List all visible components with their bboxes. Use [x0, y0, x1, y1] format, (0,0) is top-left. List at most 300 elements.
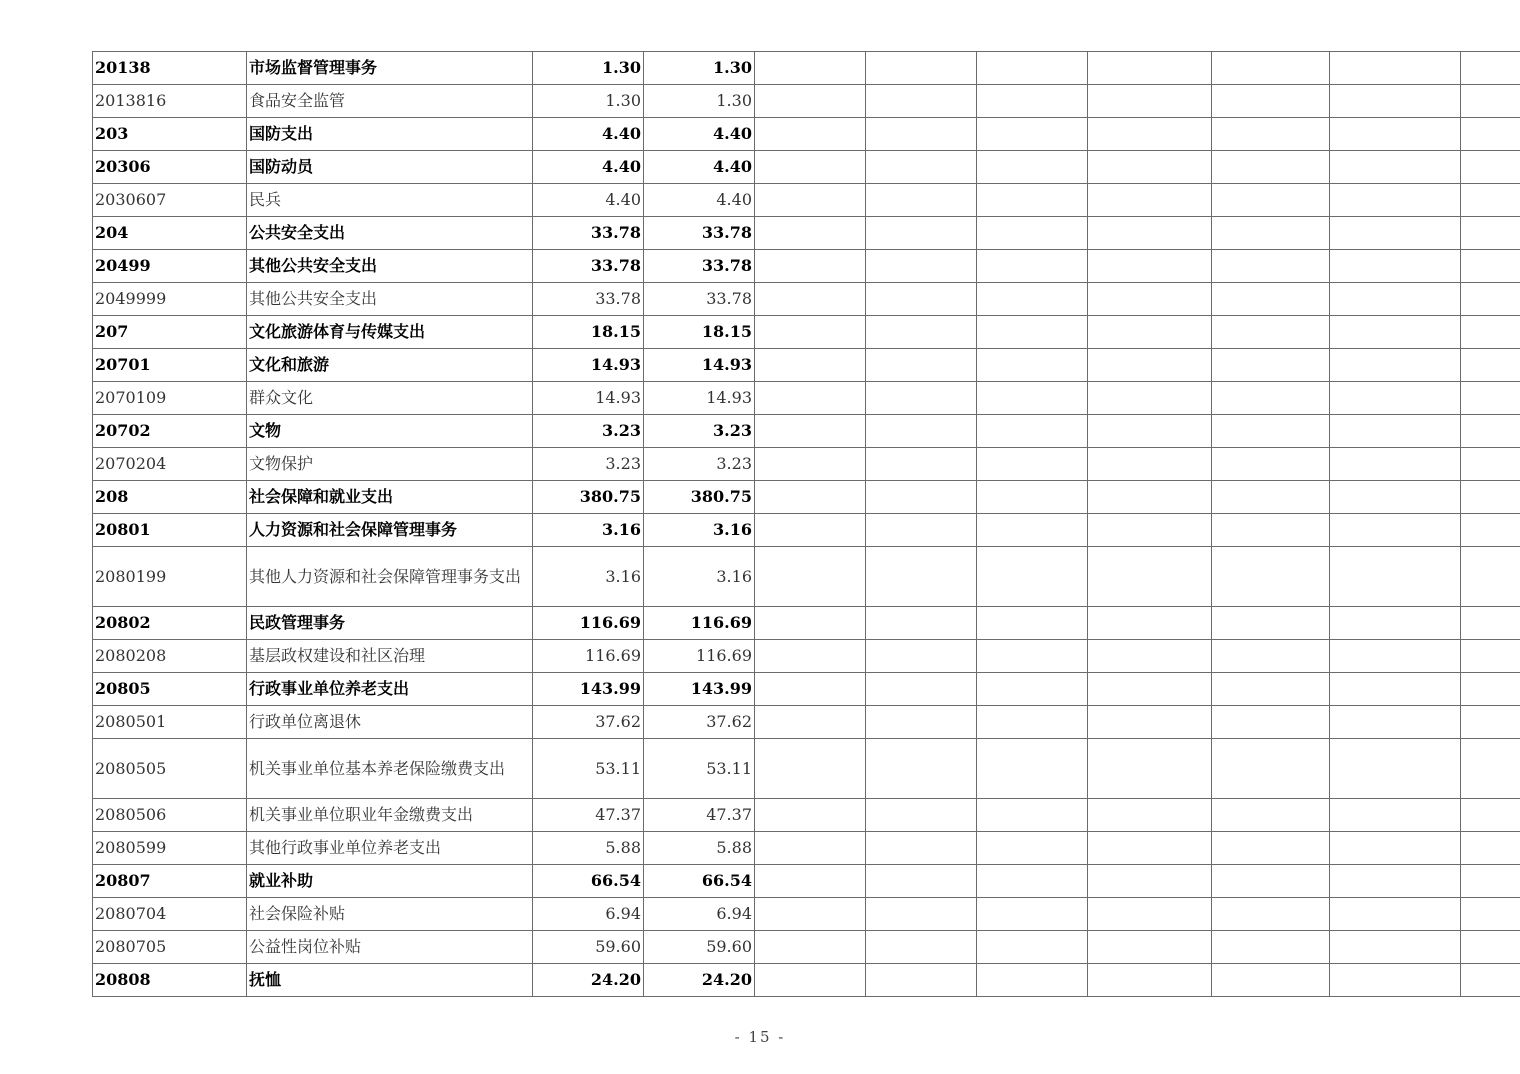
basic-expenditure-cell: 53.11 [644, 739, 755, 799]
empty-cell [1212, 250, 1330, 283]
table-row [93, 415, 1520, 448]
total-amount-cell: 1.30 [533, 52, 644, 85]
total-amount-cell: 3.16 [533, 547, 644, 607]
empty-cell [1461, 349, 1520, 382]
empty-cell [1330, 898, 1461, 931]
empty-cell [977, 799, 1088, 832]
empty-cell [977, 184, 1088, 217]
total-amount-cell: 59.60 [533, 931, 644, 964]
budget-table [92, 51, 1520, 997]
empty-cell [1088, 931, 1212, 964]
empty-cell [755, 799, 866, 832]
subject-code-cell: 2080506 [93, 799, 247, 832]
table-row [93, 673, 1520, 706]
empty-cell [1212, 415, 1330, 448]
empty-cell [977, 349, 1088, 382]
total-amount-cell: 380.75 [533, 481, 644, 514]
table-row [93, 514, 1520, 547]
basic-expenditure-cell: 4.40 [644, 118, 755, 151]
empty-cell [1088, 799, 1212, 832]
empty-cell [1088, 481, 1212, 514]
empty-cell [755, 964, 866, 997]
empty-cell [977, 118, 1088, 151]
empty-cell [1461, 607, 1520, 640]
basic-expenditure-cell: 3.16 [644, 547, 755, 607]
basic-expenditure-cell: 33.78 [644, 250, 755, 283]
subject-name-cell: 其他行政事业单位养老支出 [247, 832, 533, 865]
subject-name-cell: 文物保护 [247, 448, 533, 481]
empty-cell [1330, 799, 1461, 832]
empty-cell [1212, 799, 1330, 832]
empty-cell [866, 964, 977, 997]
empty-cell [1461, 118, 1520, 151]
empty-cell [1212, 673, 1330, 706]
empty-cell [866, 799, 977, 832]
subject-name-cell: 机关事业单位职业年金缴费支出 [247, 799, 533, 832]
empty-cell [1461, 964, 1520, 997]
table-row [93, 85, 1520, 118]
empty-cell [1212, 217, 1330, 250]
empty-cell [1212, 184, 1330, 217]
empty-cell [1212, 316, 1330, 349]
subject-code-cell: 2070109 [93, 382, 247, 415]
empty-cell [1461, 382, 1520, 415]
empty-cell [1461, 250, 1520, 283]
table-body [93, 52, 1520, 997]
basic-expenditure-cell: 3.23 [644, 415, 755, 448]
subject-name-cell: 机关事业单位基本养老保险缴费支出 [247, 739, 533, 799]
empty-cell [1330, 739, 1461, 799]
empty-cell [866, 547, 977, 607]
subject-name-cell: 社会保障和就业支出 [247, 481, 533, 514]
empty-cell [1330, 931, 1461, 964]
subject-name-cell: 民兵 [247, 184, 533, 217]
total-amount-cell: 1.30 [533, 85, 644, 118]
table-row [93, 184, 1520, 217]
subject-code-cell: 20701 [93, 349, 247, 382]
empty-cell [977, 865, 1088, 898]
total-amount-cell: 116.69 [533, 607, 644, 640]
empty-cell [1088, 607, 1212, 640]
empty-cell [1461, 640, 1520, 673]
empty-cell [1461, 316, 1520, 349]
empty-cell [866, 250, 977, 283]
subject-code-cell: 2049999 [93, 283, 247, 316]
empty-cell [755, 739, 866, 799]
empty-cell [1461, 448, 1520, 481]
basic-expenditure-cell: 143.99 [644, 673, 755, 706]
empty-cell [755, 85, 866, 118]
subject-code-cell: 20808 [93, 964, 247, 997]
basic-expenditure-cell: 33.78 [644, 217, 755, 250]
total-amount-cell: 24.20 [533, 964, 644, 997]
empty-cell [755, 640, 866, 673]
basic-expenditure-cell: 3.23 [644, 448, 755, 481]
empty-cell [1461, 514, 1520, 547]
empty-cell [1461, 673, 1520, 706]
empty-cell [755, 283, 866, 316]
basic-expenditure-cell: 59.60 [644, 931, 755, 964]
empty-cell [977, 832, 1088, 865]
empty-cell [866, 382, 977, 415]
empty-cell [1088, 640, 1212, 673]
empty-cell [1330, 481, 1461, 514]
basic-expenditure-cell: 4.40 [644, 151, 755, 184]
empty-cell [866, 217, 977, 250]
empty-cell [1212, 151, 1330, 184]
empty-cell [1330, 547, 1461, 607]
empty-cell [977, 739, 1088, 799]
empty-cell [977, 250, 1088, 283]
empty-cell [1330, 52, 1461, 85]
empty-cell [755, 52, 866, 85]
empty-cell [977, 964, 1088, 997]
empty-cell [1330, 283, 1461, 316]
subject-name-cell: 文化旅游体育与传媒支出 [247, 316, 533, 349]
table-row [93, 547, 1520, 607]
empty-cell [1212, 898, 1330, 931]
basic-expenditure-cell: 47.37 [644, 799, 755, 832]
empty-cell [866, 85, 977, 118]
basic-expenditure-cell: 37.62 [644, 706, 755, 739]
empty-cell [1461, 184, 1520, 217]
empty-cell [866, 832, 977, 865]
total-amount-cell: 37.62 [533, 706, 644, 739]
total-amount-cell: 4.40 [533, 184, 644, 217]
empty-cell [977, 931, 1088, 964]
empty-cell [1212, 118, 1330, 151]
empty-cell [1088, 118, 1212, 151]
table-row [93, 217, 1520, 250]
subject-code-cell: 2080505 [93, 739, 247, 799]
table-row [93, 316, 1520, 349]
empty-cell [977, 52, 1088, 85]
empty-cell [1461, 832, 1520, 865]
empty-cell [866, 673, 977, 706]
empty-cell [977, 448, 1088, 481]
empty-cell [977, 85, 1088, 118]
empty-cell [1461, 706, 1520, 739]
empty-cell [1330, 118, 1461, 151]
empty-cell [1330, 184, 1461, 217]
empty-cell [755, 481, 866, 514]
subject-name-cell: 公益性岗位补贴 [247, 931, 533, 964]
empty-cell [977, 217, 1088, 250]
empty-cell [1461, 283, 1520, 316]
empty-cell [1088, 865, 1212, 898]
subject-code-cell: 20801 [93, 514, 247, 547]
empty-cell [977, 415, 1088, 448]
empty-cell [1330, 349, 1461, 382]
empty-cell [1088, 283, 1212, 316]
subject-name-cell: 食品安全监管 [247, 85, 533, 118]
total-amount-cell: 116.69 [533, 640, 644, 673]
total-amount-cell: 66.54 [533, 865, 644, 898]
basic-expenditure-cell: 14.93 [644, 382, 755, 415]
empty-cell [1330, 217, 1461, 250]
empty-cell [755, 514, 866, 547]
subject-code-cell: 207 [93, 316, 247, 349]
subject-code-cell: 20802 [93, 607, 247, 640]
table-row [93, 283, 1520, 316]
subject-name-cell: 抚恤 [247, 964, 533, 997]
subject-code-cell: 20138 [93, 52, 247, 85]
table-row [93, 931, 1520, 964]
basic-expenditure-cell: 3.16 [644, 514, 755, 547]
subject-name-cell: 公共安全支出 [247, 217, 533, 250]
total-amount-cell: 18.15 [533, 316, 644, 349]
subject-name-cell: 群众文化 [247, 382, 533, 415]
subject-name-cell: 其他公共安全支出 [247, 283, 533, 316]
empty-cell [1088, 382, 1212, 415]
empty-cell [1088, 547, 1212, 607]
subject-code-cell: 2080704 [93, 898, 247, 931]
empty-cell [1088, 349, 1212, 382]
table-row [93, 349, 1520, 382]
empty-cell [755, 865, 866, 898]
subject-name-cell: 国防动员 [247, 151, 533, 184]
empty-cell [755, 250, 866, 283]
empty-cell [755, 382, 866, 415]
basic-expenditure-cell: 4.40 [644, 184, 755, 217]
basic-expenditure-cell: 116.69 [644, 640, 755, 673]
empty-cell [1330, 382, 1461, 415]
table-row [93, 898, 1520, 931]
empty-cell [1461, 898, 1520, 931]
empty-cell [1088, 184, 1212, 217]
empty-cell [1088, 415, 1212, 448]
empty-cell [866, 898, 977, 931]
subject-name-cell: 行政单位离退休 [247, 706, 533, 739]
total-amount-cell: 3.23 [533, 448, 644, 481]
page-number: - 15 - [734, 1028, 786, 1046]
empty-cell [755, 415, 866, 448]
table-row [93, 250, 1520, 283]
empty-cell [755, 349, 866, 382]
empty-cell [755, 184, 866, 217]
table-row [93, 448, 1520, 481]
empty-cell [1330, 832, 1461, 865]
empty-cell [977, 640, 1088, 673]
empty-cell [866, 316, 977, 349]
basic-expenditure-cell: 66.54 [644, 865, 755, 898]
total-amount-cell: 33.78 [533, 217, 644, 250]
empty-cell [977, 898, 1088, 931]
table-row [93, 865, 1520, 898]
empty-cell [1461, 739, 1520, 799]
total-amount-cell: 33.78 [533, 250, 644, 283]
empty-cell [1212, 382, 1330, 415]
empty-cell [1088, 217, 1212, 250]
empty-cell [866, 706, 977, 739]
basic-expenditure-cell: 33.78 [644, 283, 755, 316]
empty-cell [866, 739, 977, 799]
subject-name-cell: 市场监督管理事务 [247, 52, 533, 85]
empty-cell [1088, 673, 1212, 706]
empty-cell [1088, 964, 1212, 997]
empty-cell [1330, 607, 1461, 640]
empty-cell [1212, 931, 1330, 964]
empty-cell [1212, 283, 1330, 316]
empty-cell [977, 607, 1088, 640]
total-amount-cell: 5.88 [533, 832, 644, 865]
empty-cell [1212, 547, 1330, 607]
empty-cell [755, 931, 866, 964]
empty-cell [866, 118, 977, 151]
empty-cell [1461, 151, 1520, 184]
empty-cell [1212, 865, 1330, 898]
empty-cell [1461, 481, 1520, 514]
basic-expenditure-cell: 116.69 [644, 607, 755, 640]
empty-cell [1088, 85, 1212, 118]
subject-code-cell: 208 [93, 481, 247, 514]
subject-name-cell: 行政事业单位养老支出 [247, 673, 533, 706]
total-amount-cell: 143.99 [533, 673, 644, 706]
subject-code-cell: 20805 [93, 673, 247, 706]
empty-cell [866, 184, 977, 217]
total-amount-cell: 14.93 [533, 349, 644, 382]
empty-cell [1212, 514, 1330, 547]
empty-cell [755, 547, 866, 607]
subject-name-cell: 社会保险补贴 [247, 898, 533, 931]
total-amount-cell: 4.40 [533, 118, 644, 151]
empty-cell [755, 673, 866, 706]
table-row [93, 481, 1520, 514]
subject-code-cell: 20306 [93, 151, 247, 184]
total-amount-cell: 3.23 [533, 415, 644, 448]
empty-cell [1212, 349, 1330, 382]
empty-cell [866, 415, 977, 448]
basic-expenditure-cell: 1.30 [644, 85, 755, 118]
table-row [93, 640, 1520, 673]
empty-cell [977, 283, 1088, 316]
table-row [93, 832, 1520, 865]
total-amount-cell: 4.40 [533, 151, 644, 184]
empty-cell [977, 706, 1088, 739]
empty-cell [1330, 151, 1461, 184]
subject-code-cell: 20702 [93, 415, 247, 448]
subject-code-cell: 2070204 [93, 448, 247, 481]
empty-cell [1088, 832, 1212, 865]
total-amount-cell: 14.93 [533, 382, 644, 415]
subject-name-cell: 文化和旅游 [247, 349, 533, 382]
empty-cell [1330, 85, 1461, 118]
table-row [93, 151, 1520, 184]
empty-cell [1212, 640, 1330, 673]
empty-cell [1088, 52, 1212, 85]
empty-cell [755, 217, 866, 250]
table-row [93, 118, 1520, 151]
basic-expenditure-cell: 24.20 [644, 964, 755, 997]
empty-cell [866, 640, 977, 673]
empty-cell [755, 316, 866, 349]
empty-cell [755, 832, 866, 865]
subject-name-cell: 基层政权建设和社区治理 [247, 640, 533, 673]
subject-code-cell: 2013816 [93, 85, 247, 118]
empty-cell [1461, 85, 1520, 118]
empty-cell [755, 118, 866, 151]
empty-cell [1330, 673, 1461, 706]
empty-cell [1088, 151, 1212, 184]
empty-cell [755, 448, 866, 481]
empty-cell [866, 481, 977, 514]
subject-name-cell: 民政管理事务 [247, 607, 533, 640]
total-amount-cell: 33.78 [533, 283, 644, 316]
subject-code-cell: 2080199 [93, 547, 247, 607]
empty-cell [1212, 706, 1330, 739]
empty-cell [755, 151, 866, 184]
empty-cell [1330, 448, 1461, 481]
empty-cell [1330, 964, 1461, 997]
empty-cell [1212, 52, 1330, 85]
empty-cell [1212, 481, 1330, 514]
total-amount-cell: 6.94 [533, 898, 644, 931]
empty-cell [755, 706, 866, 739]
empty-cell [866, 448, 977, 481]
total-amount-cell: 53.11 [533, 739, 644, 799]
subject-code-cell: 204 [93, 217, 247, 250]
subject-code-cell: 2080599 [93, 832, 247, 865]
empty-cell [1088, 739, 1212, 799]
basic-expenditure-cell: 18.15 [644, 316, 755, 349]
empty-cell [866, 52, 977, 85]
empty-cell [1212, 832, 1330, 865]
empty-cell [866, 931, 977, 964]
basic-expenditure-cell: 1.30 [644, 52, 755, 85]
empty-cell [866, 283, 977, 316]
empty-cell [866, 607, 977, 640]
empty-cell [1461, 931, 1520, 964]
subject-code-cell: 203 [93, 118, 247, 151]
empty-cell [1461, 52, 1520, 85]
basic-expenditure-cell: 6.94 [644, 898, 755, 931]
empty-cell [977, 481, 1088, 514]
table-row [93, 382, 1520, 415]
total-amount-cell: 47.37 [533, 799, 644, 832]
subject-name-cell: 文物 [247, 415, 533, 448]
empty-cell [977, 316, 1088, 349]
empty-cell [1461, 217, 1520, 250]
empty-cell [1212, 607, 1330, 640]
empty-cell [1212, 448, 1330, 481]
empty-cell [1330, 706, 1461, 739]
empty-cell [977, 547, 1088, 607]
empty-cell [866, 151, 977, 184]
empty-cell [1212, 739, 1330, 799]
empty-cell [977, 382, 1088, 415]
subject-name-cell: 国防支出 [247, 118, 533, 151]
basic-expenditure-cell: 14.93 [644, 349, 755, 382]
subject-code-cell: 2080501 [93, 706, 247, 739]
table-row [93, 52, 1520, 85]
empty-cell [866, 349, 977, 382]
empty-cell [1461, 865, 1520, 898]
empty-cell [1088, 448, 1212, 481]
total-amount-cell: 3.16 [533, 514, 644, 547]
empty-cell [1330, 514, 1461, 547]
empty-cell [866, 865, 977, 898]
empty-cell [1212, 964, 1330, 997]
empty-cell [1461, 547, 1520, 607]
empty-cell [1330, 250, 1461, 283]
subject-code-cell: 2080705 [93, 931, 247, 964]
basic-expenditure-cell: 5.88 [644, 832, 755, 865]
subject-name-cell: 就业补助 [247, 865, 533, 898]
basic-expenditure-cell: 380.75 [644, 481, 755, 514]
table-row [93, 799, 1520, 832]
table-row [93, 607, 1520, 640]
empty-cell [977, 673, 1088, 706]
